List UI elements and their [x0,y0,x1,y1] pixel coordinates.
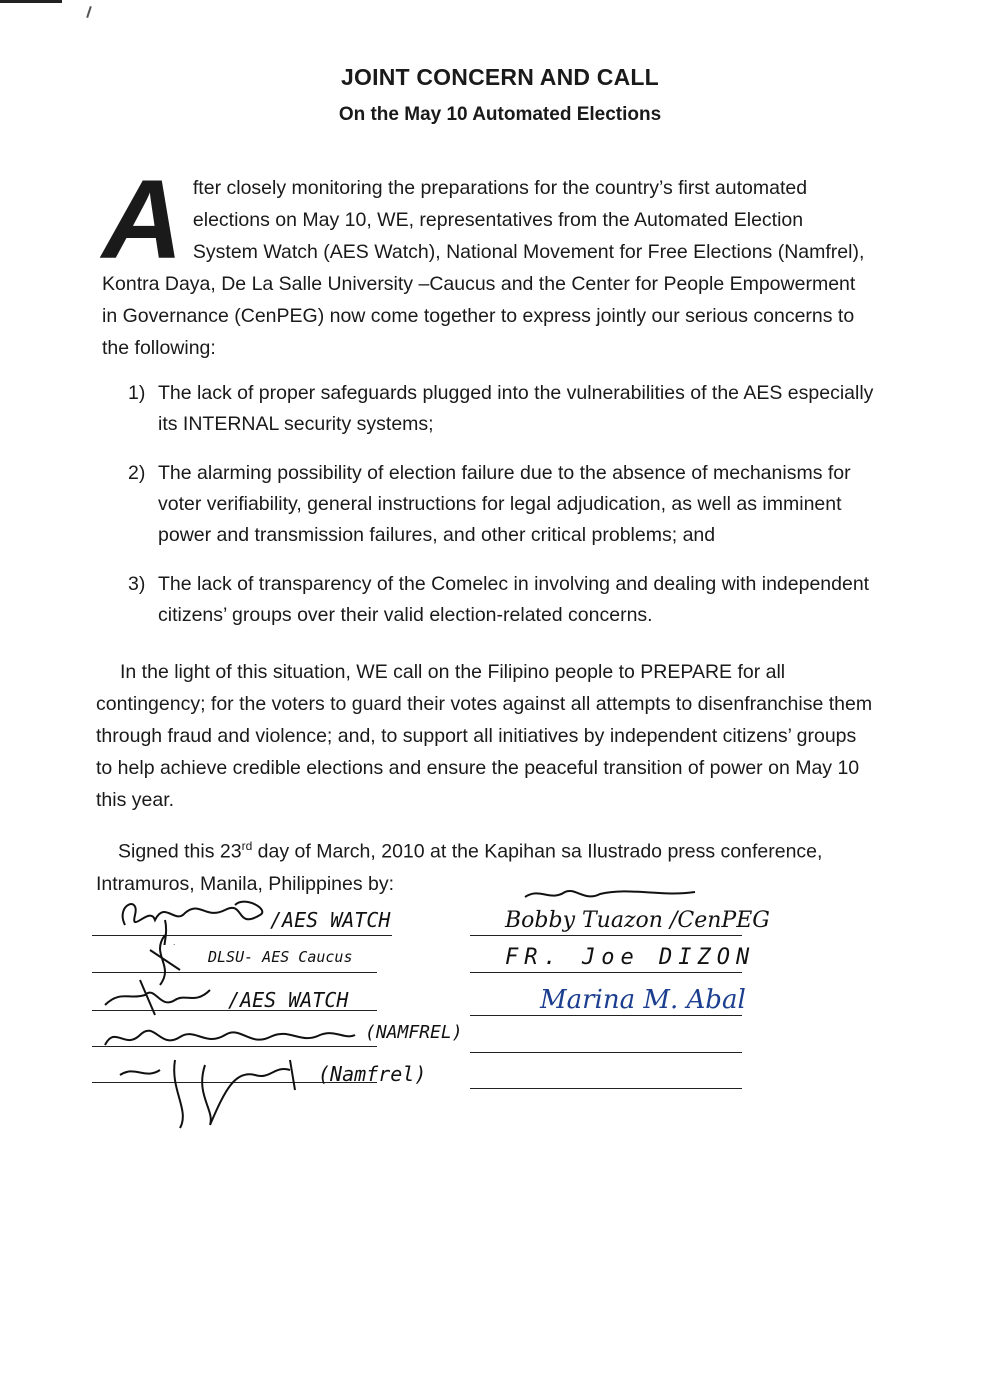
signature-label: Marina M. Abal [540,985,746,1015]
document-title: JOINT CONCERN AND CALL [341,64,659,90]
drop-cap: A [102,157,183,282]
list-item-number: 2) [128,462,146,484]
list-item-text: The lack of proper safeguards plugged into the vulnerabilities of the AES especially its INTERNAL security systems; [158,382,874,435]
handwritten-signature [100,975,220,1020]
signature-line [470,1015,742,1016]
signature-label: FR. Joe DIZON [505,945,756,970]
intro-text: fter closely monitoring the preparations for the country’s first automated elections on May 10, WE, representatives from the Automated Election System Watch (AES Watch), National Movement for Free Elections (Namfrel), Kontra Daya, De La Salle University –Caucus and the Center for People Empowerment in Governance (CenPEG) now come together to express jointly our serious concerns to the following: [102,177,865,359]
document-subtitle: On the May 10 Automated Elections [338,104,662,125]
signature-label: (Namfrel) [318,1062,427,1086]
signature-line [470,1052,742,1053]
list-item-number: 1) [128,382,146,404]
signature-label: (NAMFREL) [365,1022,463,1043]
handwritten-signature [115,1050,325,1130]
list-item-text: The lack of transparency of the Comelec in involving and dealing with independent citizens’ groups over their valid election-related concerns. [158,573,870,626]
list-item [122,458,882,551]
signature-line [470,935,742,936]
list-item [122,378,882,440]
signature-line [470,1088,742,1089]
signature-label: DLSU- AES Caucus [208,948,353,966]
list-item-number: 3) [128,573,146,595]
signed-superscript: rd [241,839,253,853]
signed-prefix: Signed this 23 [118,840,242,863]
call-paragraph: In the light of this situation, WE call on the Filipino people to PREPARE for all contingency; for the voters to guard their votes against all attempts to disenfranchise them through fraud and violence; and, to support all initiatives by independent citizens’ groups to help achieve credible elections and ensure the peaceful transition of power on May 10 this year. [96,661,873,811]
signature-label: Bobby Tuazon /CenPEG [505,908,770,933]
list-item [122,569,882,631]
scan-mark [86,6,92,18]
signature-line [470,972,742,973]
signed-suffix: day of March, 2010 at the Kapihan sa Ilustrado press conference, Intramuros, Manila, Philippines by: [96,840,823,895]
scan-mark [0,0,62,3]
list-item-text: The alarming possibility of election failure due to the absence of mechanisms for voter verifiability, general instructions for legal adjudication, as well as imminent power and transmission failures, and other critical problems; and [158,462,851,546]
concerns-list [122,378,882,649]
signature-label: /AES WATCH [228,988,349,1012]
intro-paragraph [102,157,872,364]
signature-label: /AES WATCH [270,908,391,932]
